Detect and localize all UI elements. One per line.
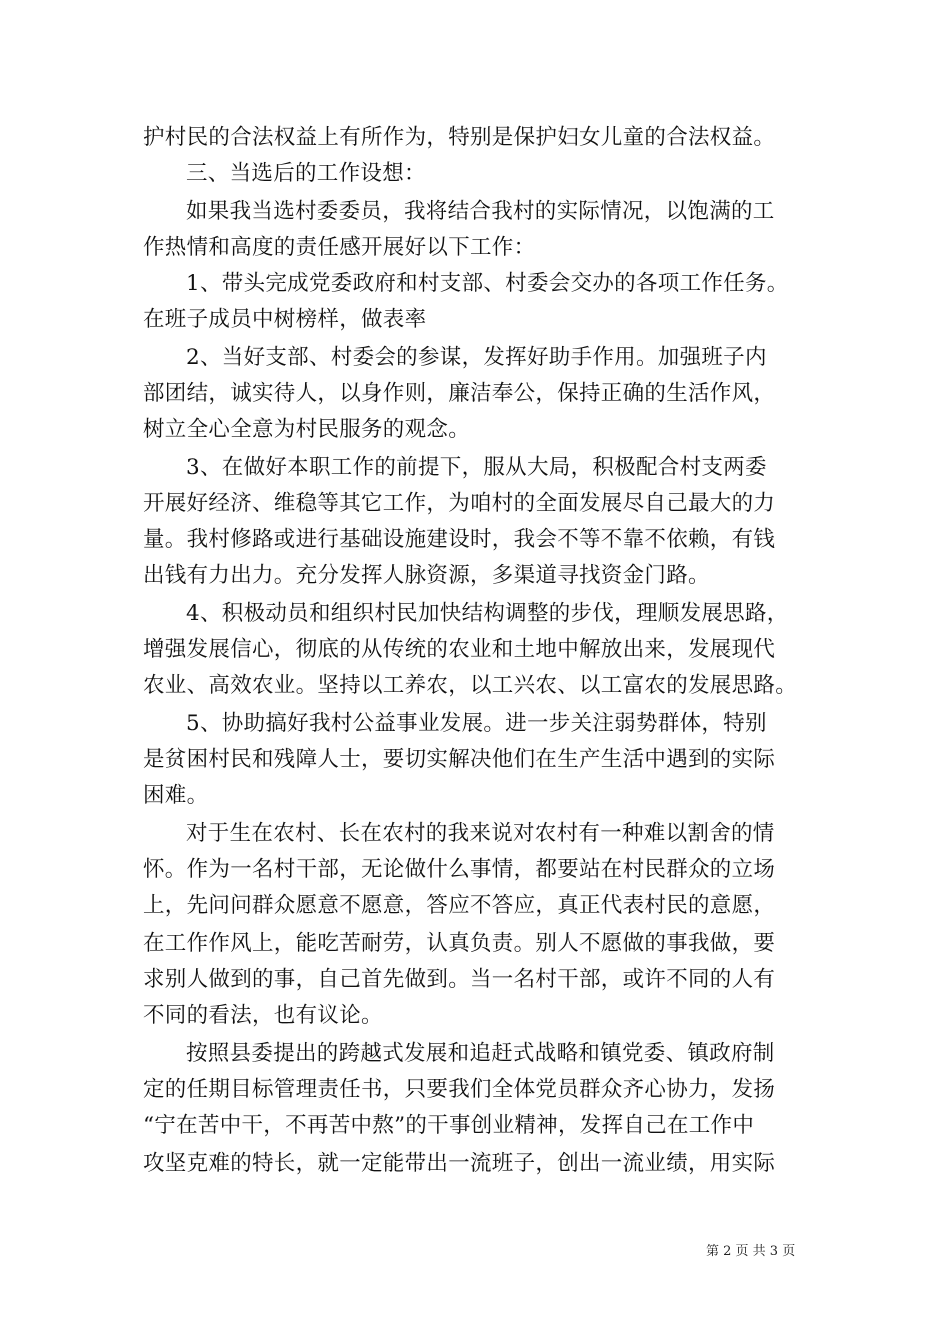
text-line: 如果我当选村委委员，我将结合我村的实际情况，以饱满的工	[186, 199, 775, 224]
page-number: 第 2 页 共 3 页	[706, 1244, 796, 1259]
text-line: 增强发展信心，彻底的从传统的农业和土地中解放出来，发展现代	[143, 637, 776, 662]
text-line: 是贫困村民和残障人士，要切实解决他们在生产生活中遇到的实际	[143, 747, 776, 772]
text-line: 出钱有力出力。充分发挥人脉资源，多渠道寻找资金门路。	[143, 563, 710, 588]
text-line: 农业、高效农业。坚持以工养农，以工兴农、以工富农的发展思路。	[143, 673, 798, 698]
text-line: 攻坚克难的特长，就一定能带出一流班子，创出一流业绩，用实际	[143, 1151, 776, 1176]
text-line: 怀。作为一名村干部，无论做什么事情，都要站在村民群众的立场	[143, 857, 776, 882]
list-item-5: 5、协助搞好我村公益事业发展。进一步关注弱势群体，特别	[186, 711, 767, 736]
text-line: 定的任期目标管理责任书，只要我们全体党员群众齐心协力，发扬	[143, 1077, 776, 1102]
paragraph-start: 对于生在农村、长在农村的我来说对农村有一种难以割舍的情	[186, 821, 775, 846]
text-line: “宁在苦中干，不再苦中熬”的干事创业精神，发挥自己在工作中	[143, 1113, 755, 1138]
list-item-1: 1、带头完成党委政府和村支部、村委会交办的各项工作任务。	[186, 271, 789, 296]
text-line: 不同的看法，也有议论。	[143, 1003, 383, 1028]
list-item-2: 2、当好支部、村委会的参谋，发挥好助手作用。加强班子内	[186, 345, 767, 370]
paragraph-start: 按照县委提出的跨越式发展和追赶式战略和镇党委、镇政府制	[186, 1041, 775, 1066]
text-line: 在班子成员中树榜样，做表率	[143, 307, 427, 332]
list-item-3: 3、在做好本职工作的前提下，服从大局，积极配合村支两委	[186, 455, 767, 480]
text-line: 开展好经济、维稳等其它工作，为咱村的全面发展尽自己最大的力	[143, 491, 776, 516]
text-line: 树立全心全意为村民服务的观念。	[143, 417, 471, 442]
text-line: 量。我村修路或进行基础设施建设时，我会不等不靠不依赖，有钱	[143, 527, 776, 552]
text-line: 在工作作风上，能吃苦耐劳，认真负责。别人不愿做的事我做，要	[143, 931, 776, 956]
text-line: 作热情和高度的责任感开展好以下工作：	[143, 235, 536, 260]
text-line: 部团结，诚实待人，以身作则，廉洁奉公，保持正确的生活作风，	[143, 381, 776, 406]
text-line: 护村民的合法权益上有所作为，特别是保护妇女儿童的合法权益。	[143, 125, 776, 150]
text-line: 困难。	[143, 783, 209, 808]
list-item-4: 4、积极动员和组织村民加快结构调整的步伐，理顺发展思路，	[186, 601, 789, 626]
text-line: 上，先问问群众愿意不愿意，答应不答应，真正代表村民的意愿，	[143, 893, 776, 918]
section-heading: 三、当选后的工作设想：	[186, 161, 426, 186]
text-line: 求别人做到的事，自己首先做到。当一名村干部，或许不同的人有	[143, 967, 776, 992]
